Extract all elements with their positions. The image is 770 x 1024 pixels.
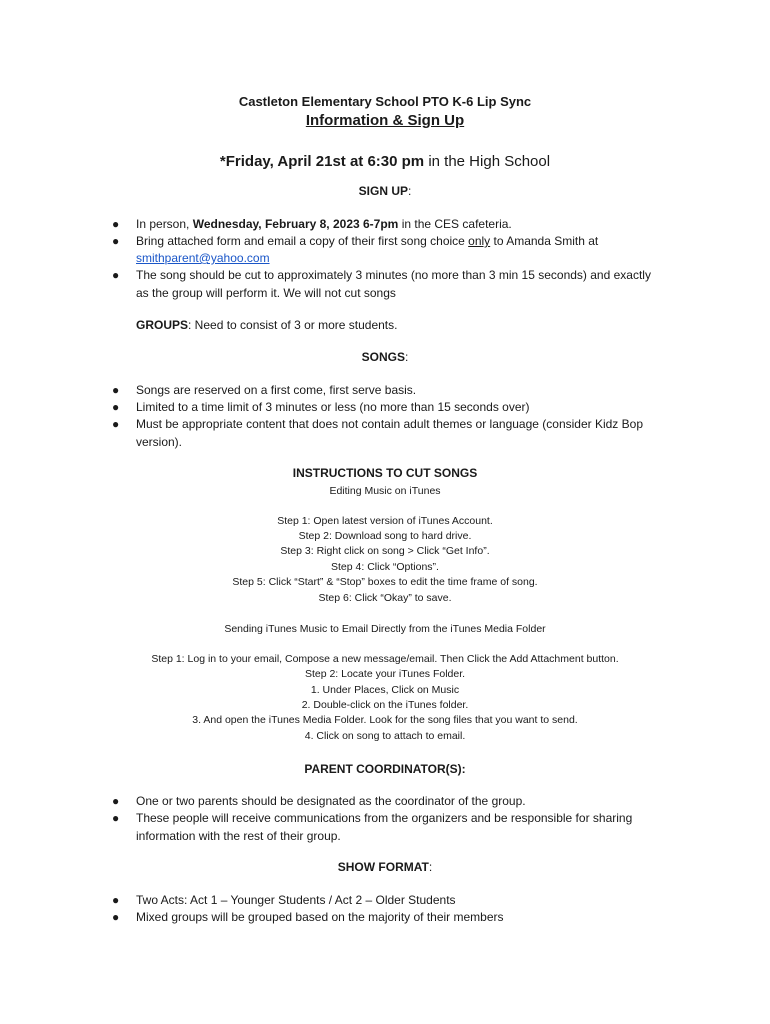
- event-date-line: [0, 153, 770, 170]
- sending-step: 3. And open the iTunes Media Folder. Look for the song files that you want to send.: [192, 714, 578, 726]
- sending-heading: Sending iTunes Music to Email Directly from the iTunes Media Folder: [224, 623, 546, 635]
- instructions-heading: INSTRUCTIONS TO CUT SONGS: [292, 466, 478, 480]
- signup-item-email: Bring attached form and email a copy of their first song choice only to Amanda Smith at: [136, 234, 599, 248]
- coordinators-heading: PARENT COORDINATOR(S):: [304, 762, 466, 776]
- songs-item-cont: version).: [136, 435, 183, 449]
- instruction-step: Step 5: Click “Start” & “Stop” boxes to edit the time frame of song.: [232, 576, 538, 588]
- coordinators-item: One or two parents should be designated as the coordinator of the group.: [136, 794, 526, 808]
- signup-item-song-cut-line1: The song should be cut to approximately 3 minutes (no more than 3 min 15 seconds) and exactly: [136, 268, 651, 282]
- songs-heading: SONGS:: [361, 350, 409, 364]
- instruction-step: Step 6: Click “Okay” to save.: [318, 592, 452, 604]
- show-format-heading: SHOW FORMAT:: [337, 860, 433, 874]
- bullet-icon: ●: [112, 400, 120, 414]
- instruction-step: Step 2: Download song to hard drive.: [298, 530, 472, 542]
- bullet-icon: ●: [112, 417, 120, 431]
- sending-step: 4. Click on song to attach to email.: [304, 730, 466, 742]
- event-place: in the High School: [424, 153, 551, 170]
- songs-item: Songs are reserved on a first come, first serve basis.: [136, 383, 417, 397]
- bullet-icon: ●: [112, 383, 120, 397]
- songs-item: Must be appropriate content that does not contain adult themes or language (consider Kidz Bop: [136, 417, 643, 431]
- signup-heading: SIGN UP:: [358, 184, 412, 198]
- bullet-icon: ●: [112, 811, 120, 825]
- bullet-icon: ●: [112, 910, 120, 924]
- coordinators-item-cont: information with the rest of their group.: [136, 829, 341, 843]
- sending-step: Step 2: Locate your iTunes Folder.: [304, 668, 466, 680]
- signup-item-song-cut-line2: as the group will perform it. We will not cut songs: [136, 286, 396, 300]
- bullet-icon: ●: [112, 234, 120, 248]
- event-date: *Friday, April 21st at 6:30 pm: [219, 153, 425, 170]
- songs-item: Limited to a time limit of 3 minutes or less (no more than 15 seconds over): [136, 400, 530, 414]
- instructions-subheading: Editing Music on iTunes: [329, 485, 441, 497]
- bullet-icon: ●: [112, 268, 120, 282]
- document-title: Castleton Elementary School PTO K-6 Lip Sync: [238, 94, 532, 109]
- sending-step: 2. Double-click on the iTunes folder.: [301, 699, 469, 711]
- document-subtitle: Information & Sign Up: [305, 112, 465, 129]
- instruction-step: Step 4: Click “Options”.: [331, 561, 439, 573]
- sending-step: Step 1: Log in to your email, Compose a new message/email. Then Click the Add Attachment button.: [151, 653, 619, 665]
- groups-line: GROUPS: Need to consist of 3 or more students.: [136, 318, 398, 332]
- bullet-icon: ●: [112, 217, 120, 231]
- email-link[interactable]: smithparent@yahoo.com: [136, 251, 270, 265]
- show-format-item: Mixed groups will be grouped based on the majority of their members: [136, 910, 504, 924]
- instruction-step: Step 1: Open latest version of iTunes Account.: [277, 515, 493, 527]
- coordinators-item: These people will receive communications from the organizers and be responsible for sharing: [136, 811, 633, 825]
- sending-step: 1. Under Places, Click on Music: [310, 684, 460, 696]
- instruction-step: Step 3: Right click on song > Click “Get Info”.: [280, 545, 490, 557]
- bullet-icon: ●: [112, 893, 120, 907]
- bullet-icon: ●: [112, 794, 120, 808]
- signup-item-in-person: In person, Wednesday, February 8, 2023 6-7pm in the CES cafeteria.: [136, 217, 512, 231]
- show-format-item: Two Acts: Act 1 – Younger Students / Act 2 – Older Students: [136, 893, 456, 907]
